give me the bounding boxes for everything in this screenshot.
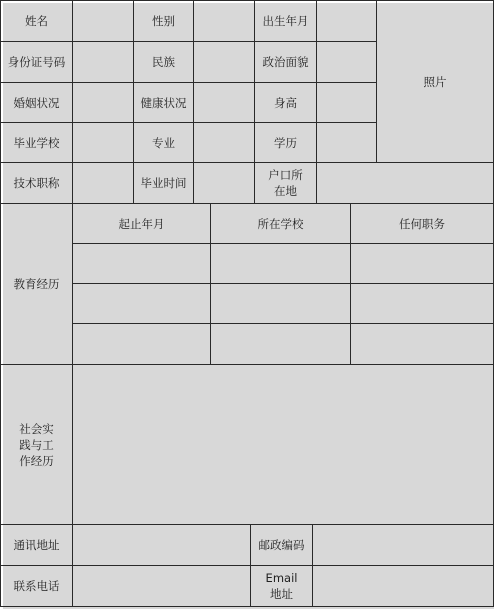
edu-row-2-position[interactable] [350, 283, 494, 323]
label-major: 专业 [133, 122, 193, 162]
label-id-number: 身份证号码 [0, 41, 72, 82]
edu-row-2-period[interactable] [72, 283, 210, 323]
label-title: 技术职称 [0, 162, 72, 203]
label-name: 姓名 [0, 0, 72, 41]
edu-row-3-position[interactable] [350, 323, 494, 364]
health-field[interactable] [193, 82, 254, 122]
label-gender: 性别 [133, 0, 193, 41]
title-field[interactable] [72, 162, 133, 203]
school-field[interactable] [72, 122, 133, 162]
photo-box[interactable]: 照片 [376, 0, 494, 162]
ethnicity-field[interactable] [193, 41, 254, 82]
label-school: 毕业学校 [0, 122, 72, 162]
address-field[interactable] [72, 524, 250, 565]
label-political: 政治面貌 [254, 41, 316, 82]
label-email: Email 地址 [250, 565, 312, 607]
name-field[interactable] [72, 0, 133, 41]
label-birth: 出生年月 [254, 0, 316, 41]
gender-field[interactable] [193, 0, 254, 41]
hukou-field[interactable] [316, 162, 494, 203]
id-number-field[interactable] [72, 41, 133, 82]
label-height: 身高 [254, 82, 316, 122]
experience-field[interactable] [72, 364, 494, 524]
edu-row-1-period[interactable] [72, 243, 210, 283]
birth-field[interactable] [316, 0, 376, 41]
postcode-field[interactable] [312, 524, 494, 565]
label-hukou: 户口所在地 [254, 162, 316, 203]
edu-row-3-school[interactable] [210, 323, 350, 364]
label-phone: 联系电话 [0, 565, 72, 607]
degree-field[interactable] [316, 122, 376, 162]
label-experience: 社会实践与工作经历 [0, 364, 72, 524]
label-health: 健康状况 [133, 82, 193, 122]
edu-header-school: 所在学校 [210, 203, 350, 243]
label-postcode: 邮政编码 [250, 524, 312, 565]
label-degree: 学历 [254, 122, 316, 162]
edu-row-1-position[interactable] [350, 243, 494, 283]
edu-row-2-school[interactable] [210, 283, 350, 323]
edu-row-1-school[interactable] [210, 243, 350, 283]
email-field[interactable] [312, 565, 494, 607]
edu-header-period: 起止年月 [72, 203, 210, 243]
label-marital: 婚姻状况 [0, 82, 72, 122]
grad-time-field[interactable] [193, 162, 254, 203]
label-education: 教育经历 [0, 203, 72, 364]
label-address: 通讯地址 [0, 524, 72, 565]
label-grad-time: 毕业时间 [133, 162, 193, 203]
edu-row-3-period[interactable] [72, 323, 210, 364]
height-field[interactable] [316, 82, 376, 122]
marital-field[interactable] [72, 82, 133, 122]
phone-field[interactable] [72, 565, 250, 607]
major-field[interactable] [193, 122, 254, 162]
label-ethnicity: 民族 [133, 41, 193, 82]
edu-header-position: 任何职务 [350, 203, 494, 243]
political-field[interactable] [316, 41, 376, 82]
